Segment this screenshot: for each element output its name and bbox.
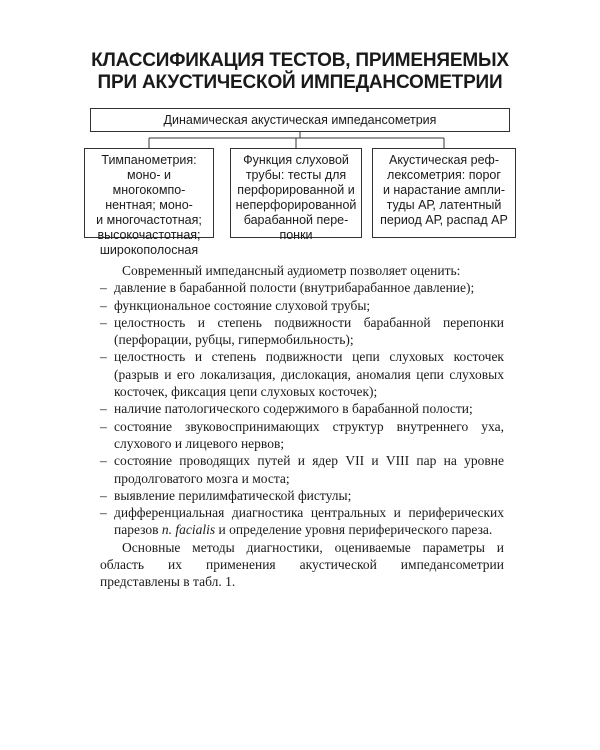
list-item-text: и определение уровня периферического пареза. xyxy=(215,522,493,538)
list-item-last xyxy=(100,504,504,539)
list-item: – целостность и степень подвижности барабанной перепонки (перфорации, рубцы, гипермобильность); xyxy=(100,314,504,349)
diagram-box-eustachian-tube xyxy=(230,148,362,242)
box-line: моно- и многокомпо- xyxy=(112,168,186,197)
diagram-box-tympanometry xyxy=(84,148,214,257)
box-line: и многочастотная; xyxy=(96,213,202,227)
box-line: Тимпанометрия: xyxy=(101,153,197,167)
list-item: – выявление перилимфатической фистулы; xyxy=(100,487,504,504)
list-item: – целостность и степень подвижности цепи слуховых косточек (разрыв и его локализация, дислокация, аномалия цепи слуховых косточек, фиксация цепи слуховых косточек); xyxy=(100,348,504,400)
title-line-2: ПРИ АКУСТИЧЕСКОЙ ИМПЕДАНСОМЕТРИИ xyxy=(97,72,503,93)
list-item: – давление в барабанной полости (внутрибарабанное давление); xyxy=(100,279,504,296)
box-line: Акустическая реф- xyxy=(388,153,500,167)
box-line: туды АР, латентный xyxy=(386,198,502,212)
box-line: широкополосная xyxy=(99,243,199,257)
box-line: барабанной пере- xyxy=(243,213,349,227)
box-line: понки xyxy=(279,228,313,242)
box-line: высокочастотная; xyxy=(97,228,201,242)
box-line: нентная; моно- xyxy=(105,198,193,212)
capabilities-list xyxy=(100,279,504,538)
box-line: неперфорированной xyxy=(235,198,357,212)
list-item: – состояние проводящих путей и ядер VII и VIII пар на уровне продолговатого мозга и моста; xyxy=(100,452,504,487)
list-item-italic-term: n. facialis xyxy=(161,522,216,538)
closing-paragraph: Основные методы диагностики, оцениваемые параметры и область их применения акустической импедансометрии представлены в табл. 1. xyxy=(100,539,504,590)
title-line-1: КЛАССИФИКАЦИЯ ТЕСТОВ, ПРИМЕНЯЕМЫХ xyxy=(91,50,509,71)
list-item: – наличие патологического содержимого в барабанной полости; xyxy=(100,400,504,417)
classification-diagram xyxy=(0,0,600,257)
diagram-root-box: Динамическая акустическая импедансометрия xyxy=(90,108,510,132)
list-item: – состояние звуковоспринимающих структур внутреннего уха, слухового и лицевого нервов; xyxy=(100,418,504,453)
diagram-box-reflexometry xyxy=(372,148,516,238)
box-line: и нарастание ампли- xyxy=(382,183,506,197)
box-line: трубы: тесты для xyxy=(245,168,347,182)
box-line: период АР, распад АР xyxy=(380,213,508,227)
intro-paragraph: Современный импедансный аудиометр позволяет оценить: xyxy=(122,263,461,278)
list-item-text: дифференциальная диагностика центральных и периферических парезов xyxy=(114,505,504,538)
box-line: Функция слуховой xyxy=(243,153,349,167)
box-line: перфорированной и xyxy=(237,183,355,197)
box-line: лексометрия: порог xyxy=(387,168,501,182)
body-text xyxy=(100,262,504,591)
list-item: – функциональное состояние слуховой трубы; xyxy=(100,297,504,314)
